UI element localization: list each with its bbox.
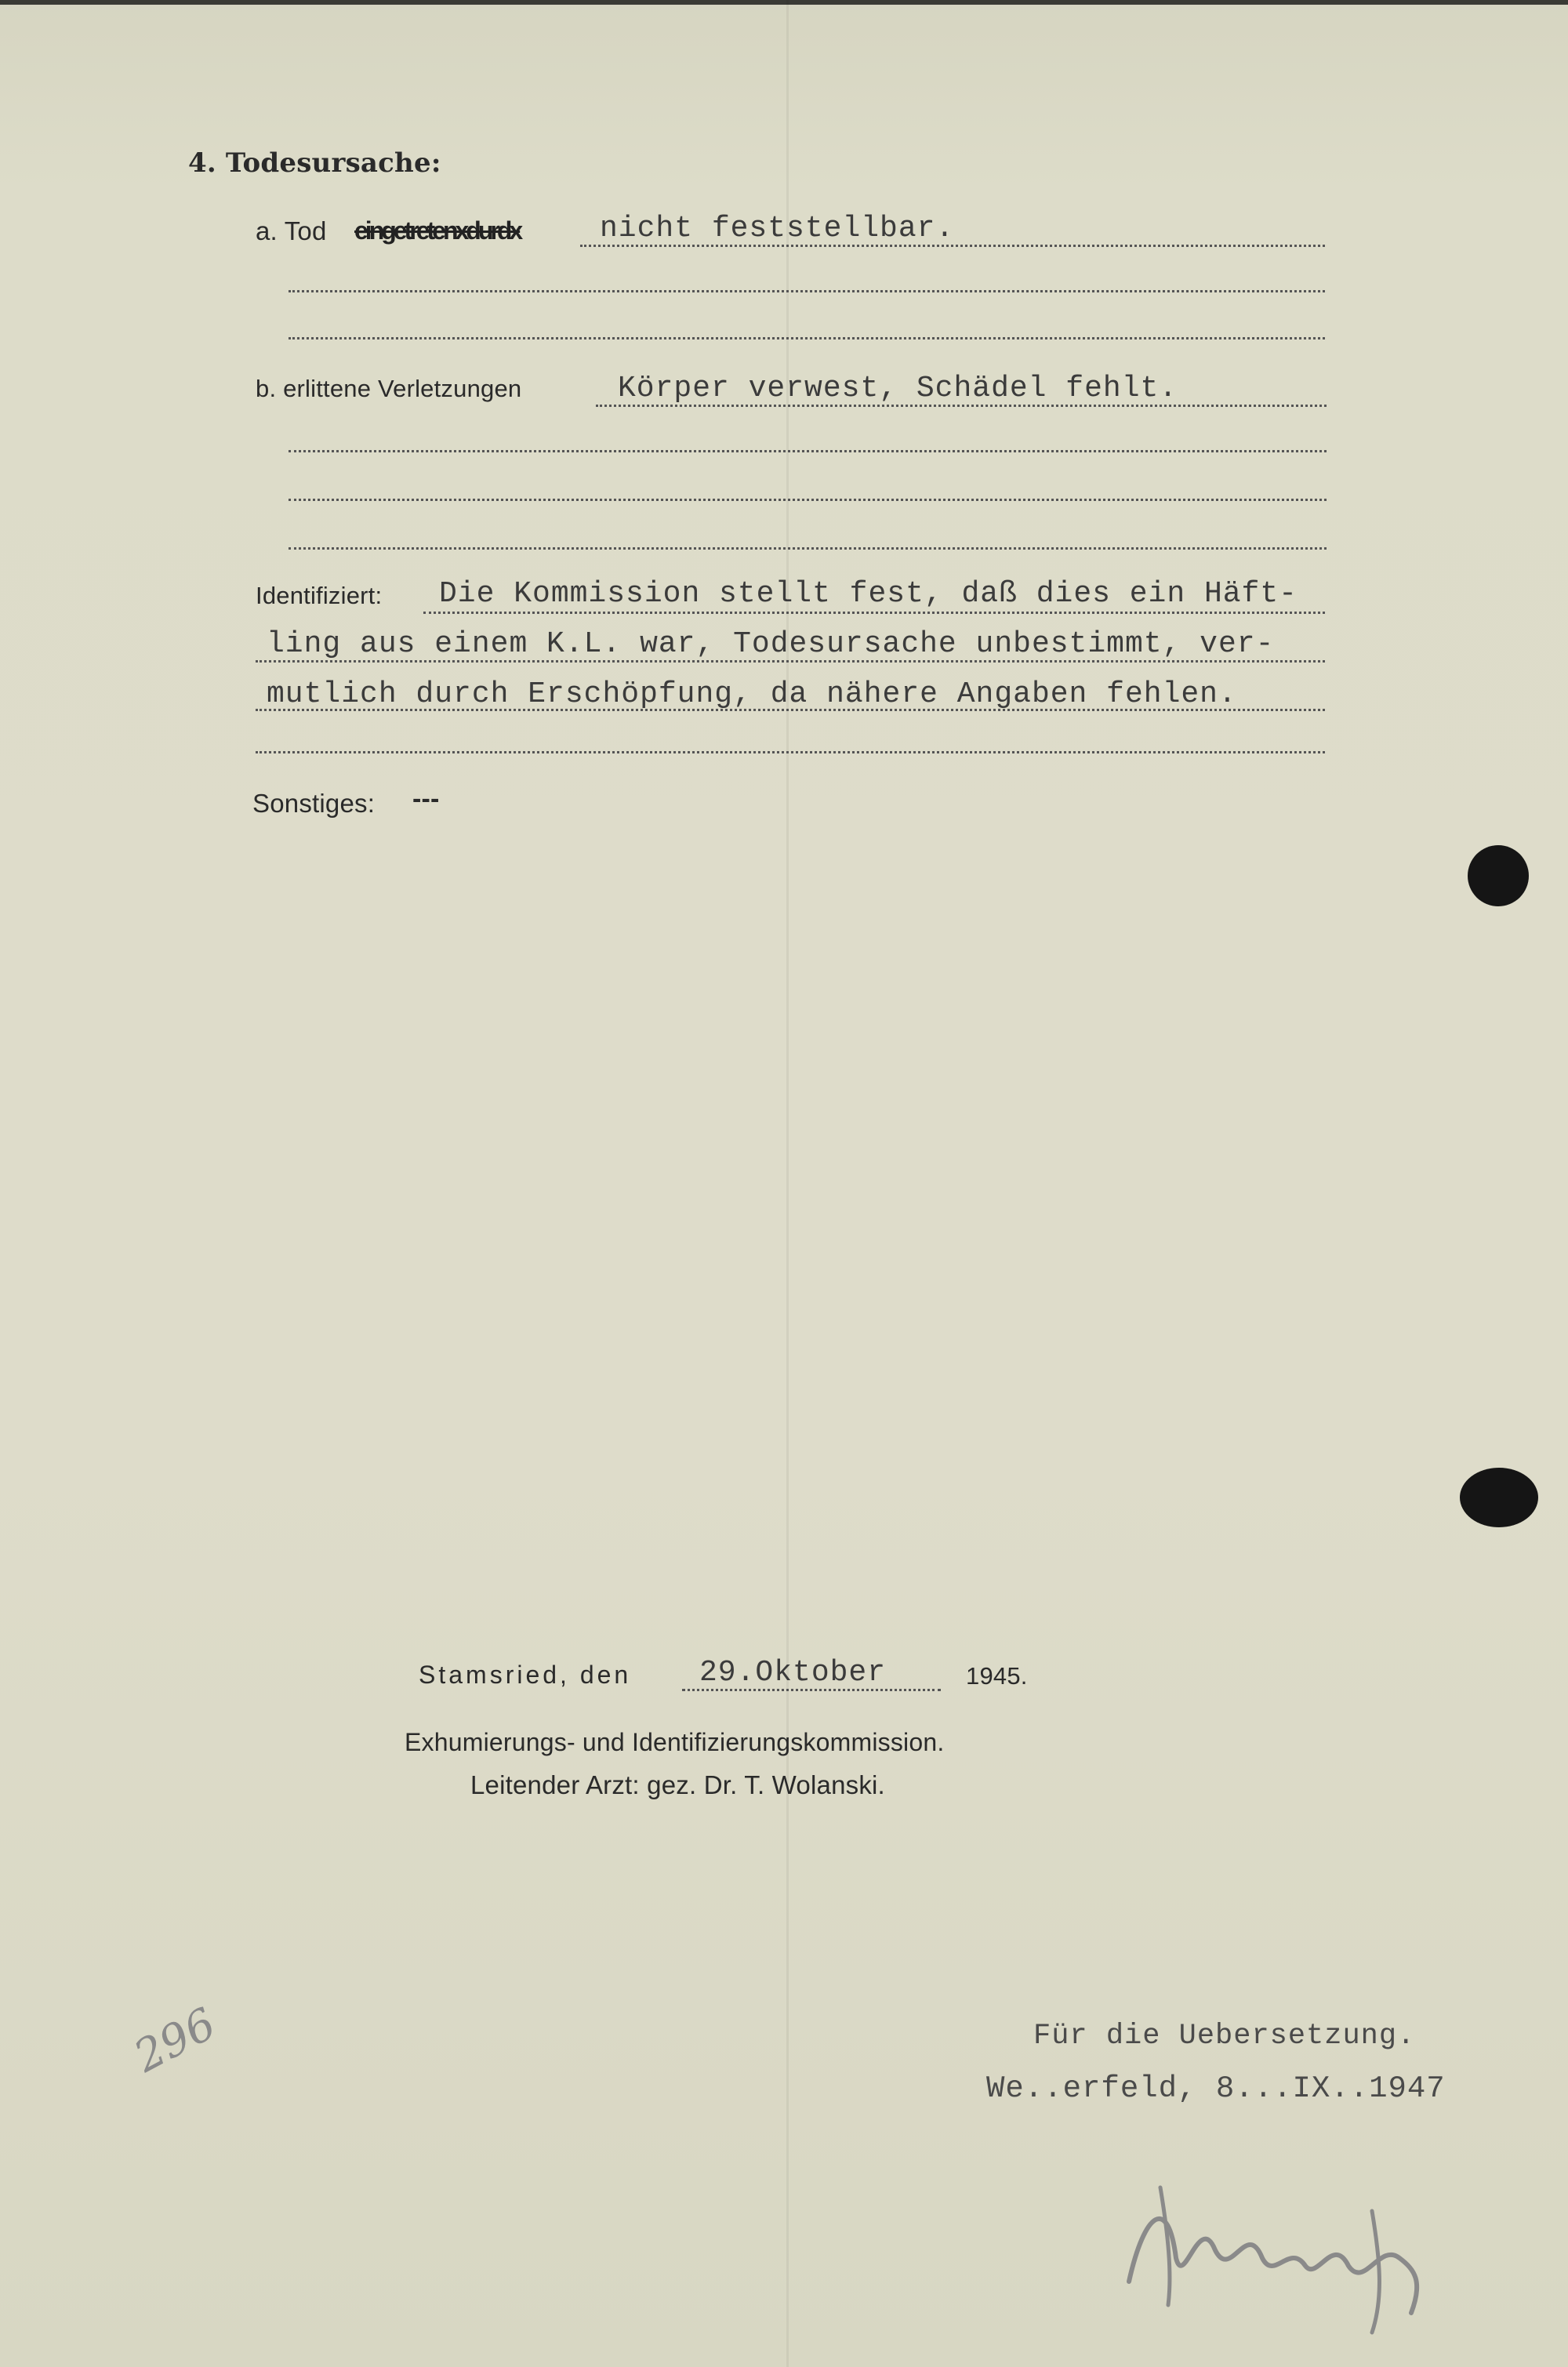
date-dotline bbox=[682, 1689, 941, 1691]
identified-dotline-1 bbox=[423, 612, 1325, 614]
translation-line-2: We..erfeld, 8...IX..1947 bbox=[986, 2071, 1446, 2106]
field-b-line-4 bbox=[289, 547, 1327, 550]
margin-note: 296 bbox=[125, 1998, 224, 2083]
identified-line-2: ling aus einem K.L. war, Todesursache unbestimmt, ver- bbox=[267, 627, 1275, 661]
translation-line-1: Für die Uebersetzung. bbox=[1033, 2020, 1416, 2053]
field-a-value: nicht feststellbar. bbox=[600, 212, 955, 245]
leading-doctor: Leitender Arzt: gez. Dr. T. Wolanski. bbox=[470, 1770, 885, 1799]
punch-hole-bottom bbox=[1460, 1468, 1538, 1527]
top-edge bbox=[0, 0, 1568, 5]
field-a-line-3 bbox=[289, 337, 1325, 339]
page-fold bbox=[786, 0, 789, 2367]
punch-hole-top bbox=[1468, 845, 1529, 906]
field-a-struck-text: eingetretenxdurdx bbox=[354, 216, 521, 245]
identified-line-3: mutlich durch Erschöpfung, da nähere Angaben fehlen. bbox=[267, 677, 1237, 711]
identified-dotline-2 bbox=[256, 660, 1325, 663]
other-value: --- bbox=[412, 784, 440, 814]
field-b-line-3 bbox=[289, 499, 1327, 501]
other-label: Sonstiges: bbox=[252, 789, 376, 818]
field-a-line-2 bbox=[289, 290, 1325, 292]
field-b-label: b. erlittene Verletzungen bbox=[256, 375, 522, 402]
section-heading: 4. Todesursache: bbox=[188, 147, 441, 179]
commission-name: Exhumierungs- und Identifizierungskommission. bbox=[405, 1728, 945, 1756]
field-b-value: Körper verwest, Schädel fehlt. bbox=[618, 372, 1178, 405]
date-year: 1945. bbox=[966, 1662, 1028, 1690]
identified-dotline-4 bbox=[256, 751, 1325, 753]
field-b-line-1 bbox=[596, 405, 1327, 407]
field-b-line-2 bbox=[289, 450, 1327, 452]
place-date-prefix: Stamsried, den bbox=[419, 1661, 632, 1689]
handwritten-signature bbox=[1113, 2164, 1443, 2336]
identified-dotline-3 bbox=[256, 709, 1325, 711]
date-value: 29.Oktober bbox=[699, 1656, 887, 1690]
identified-label: Identifiziert: bbox=[256, 582, 383, 609]
field-a-label: a. Tod bbox=[256, 216, 327, 245]
field-a-line-1 bbox=[580, 245, 1325, 247]
identified-line-1: Die Kommission stellt fest, daß dies ein Häft- bbox=[439, 577, 1298, 611]
